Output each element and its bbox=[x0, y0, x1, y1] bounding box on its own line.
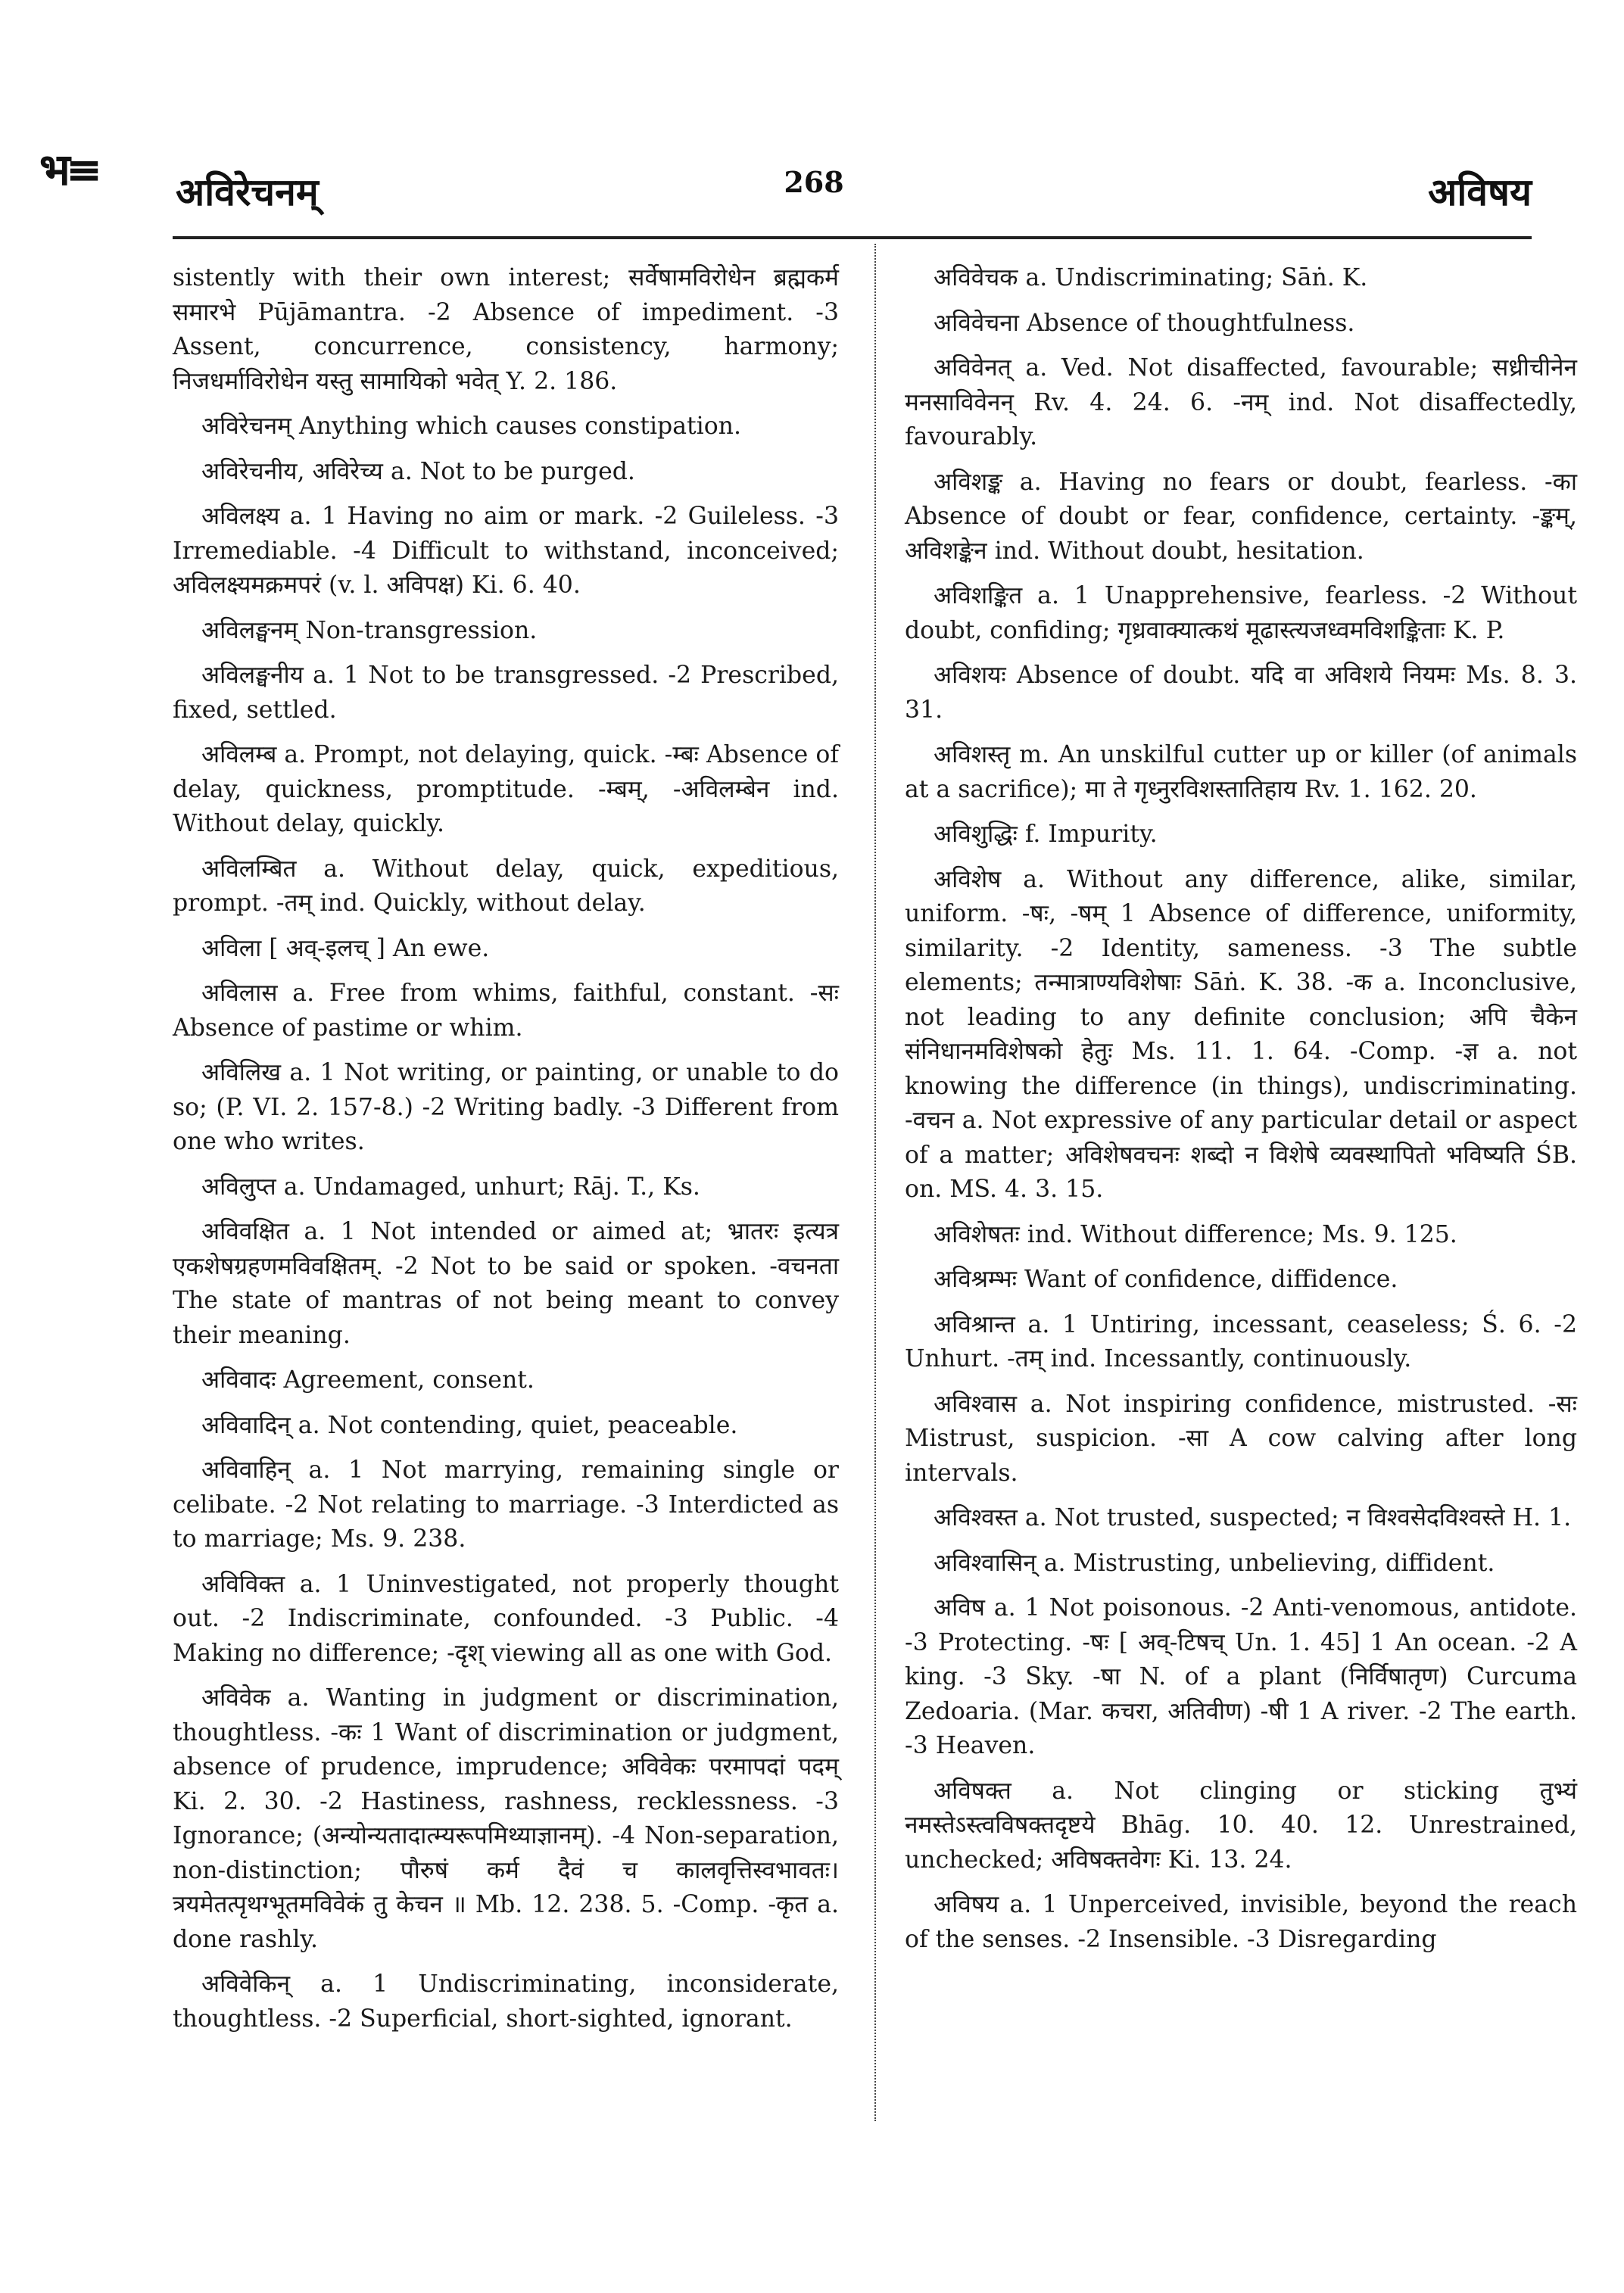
dictionary-entry: अविविक्त a. 1 Uninvestigated, not properly thought out. -2 Indiscriminate, confounded. -3 Public. -4 Making no difference; -दृश् viewing all as one with God. bbox=[173, 1570, 839, 1667]
dictionary-entry: अविवेचना Absence of thoughtfulness. bbox=[934, 309, 1355, 337]
dictionary-entry: अविवेक a. Wanting in judgment or discrimination, thoughtless. -कः 1 Want of discrimination or judgment, absence of prudence, imprudence; अविवेकः परमापदां पदम् Ki. 2. 30. -2 Hastiness, rashness, recklessness. -3 Ignorance; (अन्योन्यतादात्म्यरूपमिथ्याज्ञानम्). -4 Non-separation, non-distinction; पौरुषं कर्म दैवं च कालवृत्तिस्वभावतः। त्रयमेतत्पृथग्भूतमविवेकं तु केचन ॥ Mb. 12. 238. 5. -Comp. -कृत a. done rashly. bbox=[173, 1684, 839, 1953]
dictionary-entry: अविलङ्घनीय a. 1 Not to be transgressed. -2 Prescribed, fixed, settled. bbox=[173, 662, 839, 724]
dictionary-entry: अविशङ्कित a. 1 Unapprehensive, fearless. -2 Without doubt, confiding; गृध्रवाक्यात्कथं मूढास्त्यजध्वमविशङ्किताः K. P. bbox=[905, 582, 1577, 644]
dictionary-entry: अविषक्त a. Not clinging or sticking तुभ्यं नमस्तेऽस्त्वविषक्तदृष्टये Bhāg. 10. 40. 12. Unrestrained, unchecked; अविषक्तवेगः Ki. 13. 24. bbox=[905, 1777, 1577, 1874]
dictionary-entry: अविलिख a. 1 Not writing, or painting, or unable to do so; (P. VI. 2. 157-8.) -2 Writing badly. -3 Different from one who writes. bbox=[173, 1059, 839, 1155]
dictionary-entry: अविश्वास a. Not inspiring confidence, mistrusted. -सः Mistrust, suspicion. -सा A cow calving after long intervals. bbox=[905, 1390, 1577, 1487]
dictionary-entry: अविशस्तृ m. An unskilful cutter up or killer (of animals at a sacrifice); मा ते गृध्नुरविशस्तातिहाय Rv. 1. 162. 20. bbox=[905, 741, 1577, 803]
dictionary-entry: अविश्वासिन् a. Mistrusting, unbelieving, diffident. bbox=[934, 1549, 1495, 1577]
dictionary-entry: अविलक्ष्य a. 1 Having no aim or mark. -2 Guileless. -3 Irremediable. -4 Difficult to withstand, inconceived; अविलक्ष्यमक्रमपरं (v. l. अविपक्ष) Ki. 6. 40. bbox=[173, 503, 839, 599]
dictionary-entry: अविला [ अव्-इलच् ] An ewe. bbox=[201, 934, 490, 962]
dictionary-entry: अविवेचक a. Undiscriminating; Sāṅ. K. bbox=[934, 264, 1368, 291]
dictionary-entry: अविवक्षित a. 1 Not intended or aimed at; भ्रातरः इत्यत्र एकशेषग्रहणमविवक्षितम्. -2 Not to be said or spoken. -वचनता The state of mantras of not being meant to convey their meaning. bbox=[173, 1218, 839, 1349]
header-first-word: अविरेचनम् bbox=[176, 170, 319, 214]
dictionary-entry: अविश्रान्त a. 1 Untiring, incessant, ceaseless; Ś. 6. -2 Unhurt. -तम् ind. Incessantly, continuously. bbox=[905, 1310, 1577, 1372]
dictionary-entry: अविरेचनम् Anything which causes constipation. bbox=[201, 413, 741, 440]
dictionary-entry: अविशेषतः ind. Without difference; Ms. 9. 125. bbox=[934, 1220, 1457, 1248]
dictionary-entry: अविशङ्क a. Having no fears or doubt, fearless. -का Absence of doubt or fear, confidence, certainty. -ङ्कम्, अविशङ्केन ind. Without doubt, hesitation. bbox=[905, 468, 1577, 565]
dictionary-entry: अविशयः Absence of doubt. यदि वा अविशये नियमः Ms. 8. 3. 31. bbox=[905, 662, 1577, 724]
page-number: 268 bbox=[784, 165, 844, 199]
dictionary-entry: अविवाहिन् a. 1 Not marrying, remaining single or celibate. -2 Not relating to marriage. -3 Interdicted as to marriage; Ms. 9. 238. bbox=[173, 1456, 839, 1553]
dictionary-entry: अविश्वस्त a. Not trusted, suspected; न विश्वसेदविश्वस्ते H. 1. bbox=[934, 1504, 1572, 1531]
left-column bbox=[173, 261, 839, 2047]
dictionary-entry: अविलास a. Free from whims, faithful, constant. -सः Absence of pastime or whim. bbox=[173, 980, 839, 1042]
dictionary-entry: अविषय a. 1 Unperceived, invisible, beyond the reach of the senses. -2 Insensible. -3 Disregarding bbox=[905, 1891, 1577, 1953]
dictionary-entry: अविष a. 1 Not poisonous. -2 Anti-venomous, antidote. -3 Protecting. -षः [ अव्-टिषच् Un. 1. 45] 1 An ocean. -2 A king. -3 Sky. -षा N. of a plant (निर्विषातृण) Curcuma Zedoaria. (Mar. कचरा, अतिवीण) -षी 1 A river. -2 The earth. -3 Heaven. bbox=[905, 1594, 1577, 1759]
right-column bbox=[905, 261, 1577, 1967]
header-last-word: अविषय bbox=[1428, 170, 1532, 214]
dictionary-entry: sistently with their own interest; सर्वेषामविरोधेन ब्रह्मकर्म समारभे Pūjāmantra. -2 Absence of impediment. -3 Assent, concurrence, consistency, harmony; निजधर्माविरोधेन यस्तु सामायिको भवेत् Y. 2. 186. bbox=[173, 264, 839, 395]
dictionary-entry: अविलम्बित a. Without delay, quick, expeditious, prompt. -तम् ind. Quickly, without delay. bbox=[173, 855, 839, 917]
dictionary-entry: अविशुद्धिः f. Impurity. bbox=[934, 821, 1158, 848]
dictionary-entry: अविवादः Agreement, consent. bbox=[201, 1366, 535, 1394]
column-divider bbox=[874, 244, 876, 2121]
dictionary-entry: अविलुप्त a. Undamaged, unhurt; Rāj. T., Ks. bbox=[201, 1173, 700, 1201]
dictionary-entry: अविश्रम्भः Want of confidence, diffidence. bbox=[934, 1266, 1398, 1293]
dictionary-entry: अविवादिन् a. Not contending, quiet, peaceable. bbox=[201, 1411, 738, 1439]
dictionary-entry: अविरेचनीय, अविरेच्य a. Not to be purged. bbox=[201, 457, 635, 485]
dictionary-entry: अविलम्ब a. Prompt, not delaying, quick. -म्बः Absence of delay, quickness, promptitude. -म्बम्, -अविलम्बेन ind. Without delay, quickly. bbox=[173, 741, 839, 837]
dictionary-entry: अविशेष a. Without any difference, alike, similar, uniform. -षः, -षम् 1 Absence of difference, uniformity, similarity. -2 Identity, sameness. -3 The subtle elements; तन्मात्राण्यविशेषाः Sāṅ. K. 38. -क a. Inconclusive, not leading to any definite conclusion; अपि चैकेन संनिधानमविशेषको हेतुः Ms. 11. 1. 64. -Comp. -ज्ञ a. not knowing the difference (in things), undiscriminating. -वचन a. Not expressive of any particular detail or aspect of a matter; अविशेषवचनः शब्दो न विशेषे व्यवस्थापितो भविष्यति ŚB. on. MS. 4. 3. 15. bbox=[905, 865, 1577, 1203]
dictionary-entry: अविलङ्घनम् Non-transgression. bbox=[201, 616, 538, 644]
header-rule bbox=[173, 236, 1532, 239]
dictionary-entry: अविवेनत् a. Ved. Not disaffected, favourable; सध्रीचीनेन मनसाविवेनन् Rv. 4. 24. 6. -नम् ind. Not disaffectedly, favourably. bbox=[905, 354, 1577, 450]
dictionary-entry: अविवेकिन् a. 1 Undiscriminating, inconsiderate, thoughtless. -2 Superficial, short-sighted, ignorant. bbox=[173, 1971, 839, 2033]
margin-mark: भ≡ bbox=[39, 144, 98, 195]
